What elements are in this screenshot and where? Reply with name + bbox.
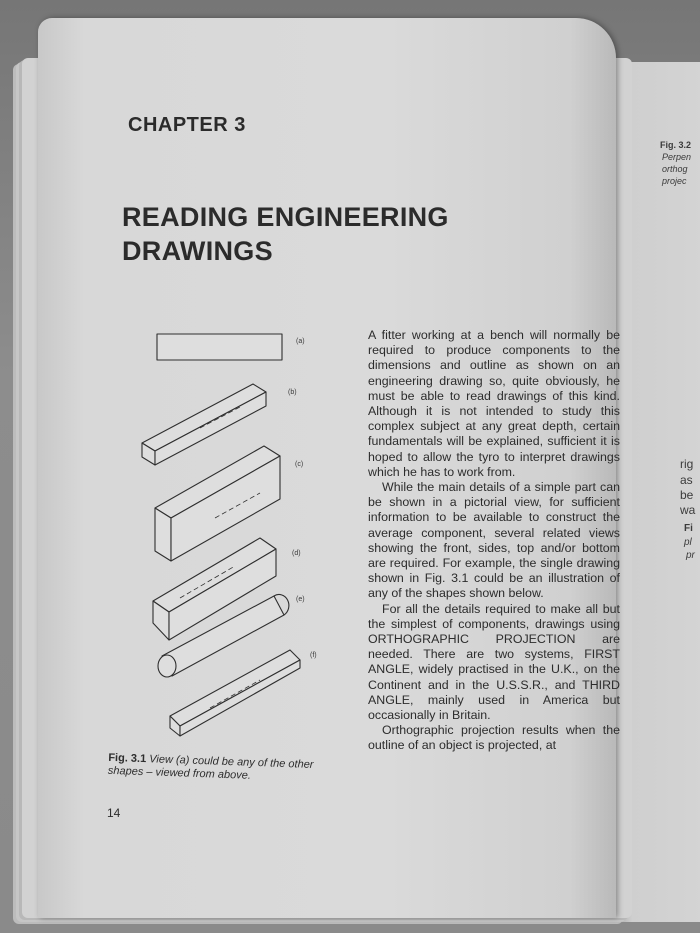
paragraph: While the main details of a simple part can be shown in a pictorial view, for sufficient information to be available to construct the average component, several related views showing the front, sides, top and/or bottom are required. For example, the single drawing shown in Fig. 3.1 could be an illustration of any of the shapes shown below. [368,480,620,601]
label-c: (c) [295,461,304,468]
figure-drawing [140,318,360,748]
facing-caption-line: orthog [662,164,688,174]
facing-caption-line: Perpen [662,152,692,162]
shape-b-bar [142,384,266,465]
caption-text: View (a) could be any of the other shapes – viewed from above. [107,753,314,782]
facing-text-line: wa [680,503,696,517]
facing-fig-label: Fig. 3.2 [660,140,692,150]
label-f: (f) [310,652,317,659]
paragraph: For all the details required to make all but the simplest of components, drawings using ORTHOGRAPHIC PROJECTION are needed. There are two systems, FIRST ANGLE, widely practised in the U.K., on the Continent and in the U.S.S.R., and THIRD ANGLE, mainly used in America but occasionally in Britain. [368,601,620,723]
label-b: (b) [288,389,297,396]
label-a: (a) [296,338,305,345]
facing-text-line: as [680,473,693,487]
paragraph: Orthographic projection results when the outline of an object is projected, at [368,723,620,753]
facing-text-line: be [680,488,694,502]
paragraph: A fitter working at a bench will normally be required to produce components to the dimensions and outline as shown on an engineering drawing so, quite obviously, he must be able to read drawings of this kind. Although it is not intended to study this complex subject at any great depth, certain fundamentals will be explained, sufficient it is hoped to allow the tyro to interpret drawings which he has to work from. [368,328,620,479]
page-number: 14 [107,806,121,820]
facing-caption-line: projec [662,176,687,186]
body-text [368,328,620,754]
chapter-title: READING ENGINEERING DRAWINGS [122,202,449,266]
facing-text-line: rig [680,457,694,471]
facing-fig-line: pl [684,537,692,548]
facing-fig-line: Fi [684,523,693,534]
figure-3-1 [140,318,360,748]
label-e: (e) [296,596,305,603]
shape-a-plan-view [157,334,282,360]
facing-fig-line: pr [686,550,695,561]
caption-prefix: Fig. 3.1 [108,751,147,766]
chapter-label: CHAPTER 3 [128,114,246,136]
label-d: (d) [292,550,301,557]
